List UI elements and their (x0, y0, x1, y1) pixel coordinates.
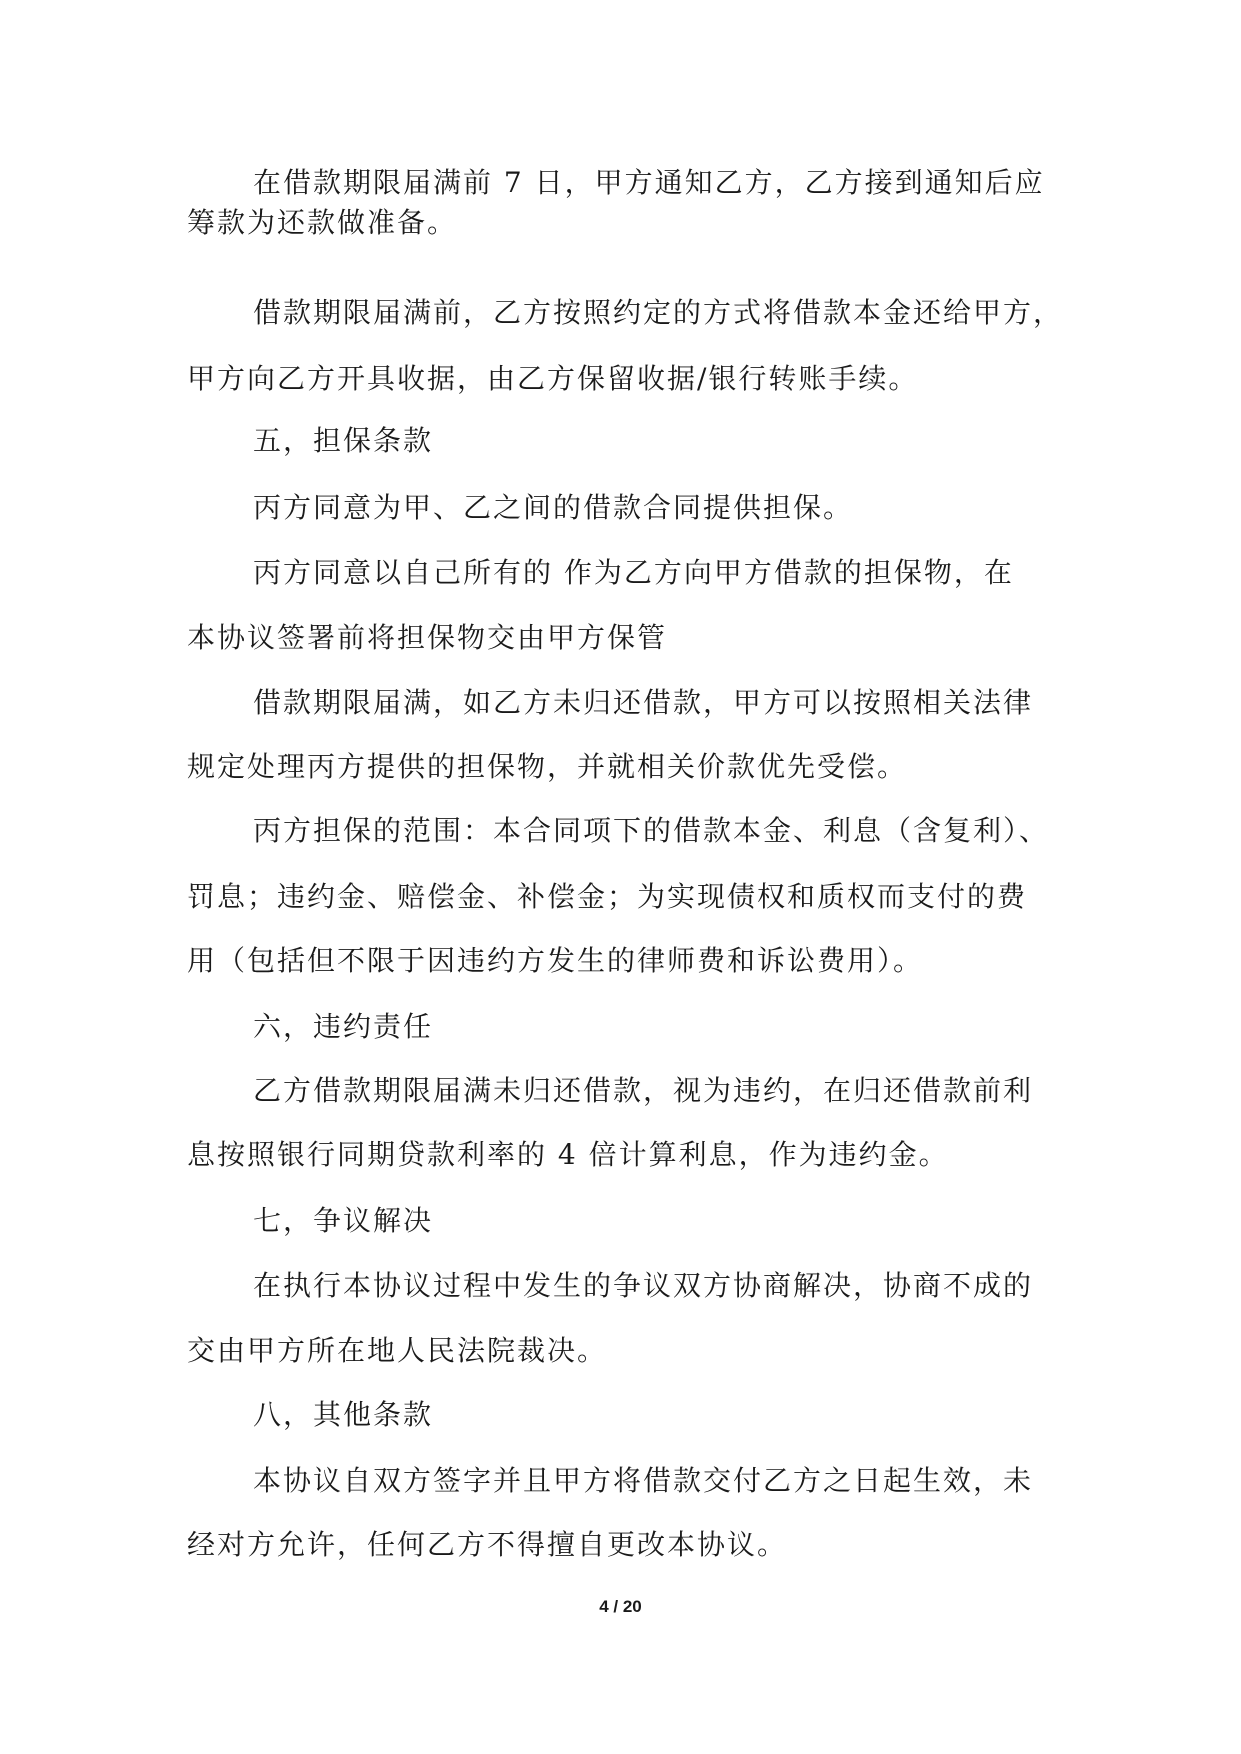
paragraph-line: 交由甲方所在地人民法院裁决。 (187, 1334, 608, 1367)
paragraph-line: 借款期限届满前，乙方按照约定的方式将借款本金还给甲方， (253, 296, 1064, 329)
section-heading: 五，担保条款 (253, 424, 434, 457)
paragraph-line: 乙方借款期限届满未归还借款，视为违约，在归还借款前利 (253, 1074, 1034, 1107)
paragraph-line: 规定处理丙方提供的担保物，并就相关价款优先受偿。 (187, 750, 908, 783)
paragraph-line: 借款期限届满，如乙方未归还借款，甲方可以按照相关法律 (253, 686, 1034, 719)
page-number: 4 / 20 (599, 1597, 642, 1616)
section-heading: 六，违约责任 (253, 1010, 434, 1043)
paragraph-line: 罚息；违约金、赔偿金、补偿金；为实现债权和质权而支付的费 (187, 880, 1028, 913)
paragraph-line: 本协议自双方签字并且甲方将借款交付乙方之日起生效，未 (253, 1464, 1034, 1497)
paragraph-line: 丙方同意以自己所有的 作为乙方向甲方借款的担保物，在 (253, 556, 1014, 589)
paragraph-line: 经对方允许，任何乙方不得擅自更改本协议。 (187, 1528, 788, 1561)
paragraph-line: 在执行本协议过程中发生的争议双方协商解决，协商不成的 (253, 1269, 1034, 1302)
paragraph-line: 息按照银行同期贷款利率的 4 倍计算利息，作为违约金。 (187, 1138, 949, 1171)
paragraph-line: 甲方向乙方开具收据，由乙方保留收据/银行转账手续。 (187, 362, 919, 395)
paragraph-line: 丙方担保的范围：本合同项下的借款本金、利息（含复利）、 (253, 814, 1050, 847)
paragraph-line: 本协议签署前将担保物交由甲方保管 (187, 621, 668, 654)
paragraph-line: 用（包括但不限于因违约方发生的律师费和诉讼费用）。 (187, 944, 924, 977)
paragraph-line: 筹款为还款做准备。 (187, 206, 458, 239)
paragraph-line: 在借款期限届满前 7 日，甲方通知乙方，乙方接到通知后应 (253, 166, 1045, 199)
section-heading: 八，其他条款 (253, 1398, 434, 1431)
section-heading: 七，争议解决 (253, 1204, 434, 1237)
paragraph-line: 丙方同意为甲、乙之间的借款合同提供担保。 (253, 491, 854, 524)
